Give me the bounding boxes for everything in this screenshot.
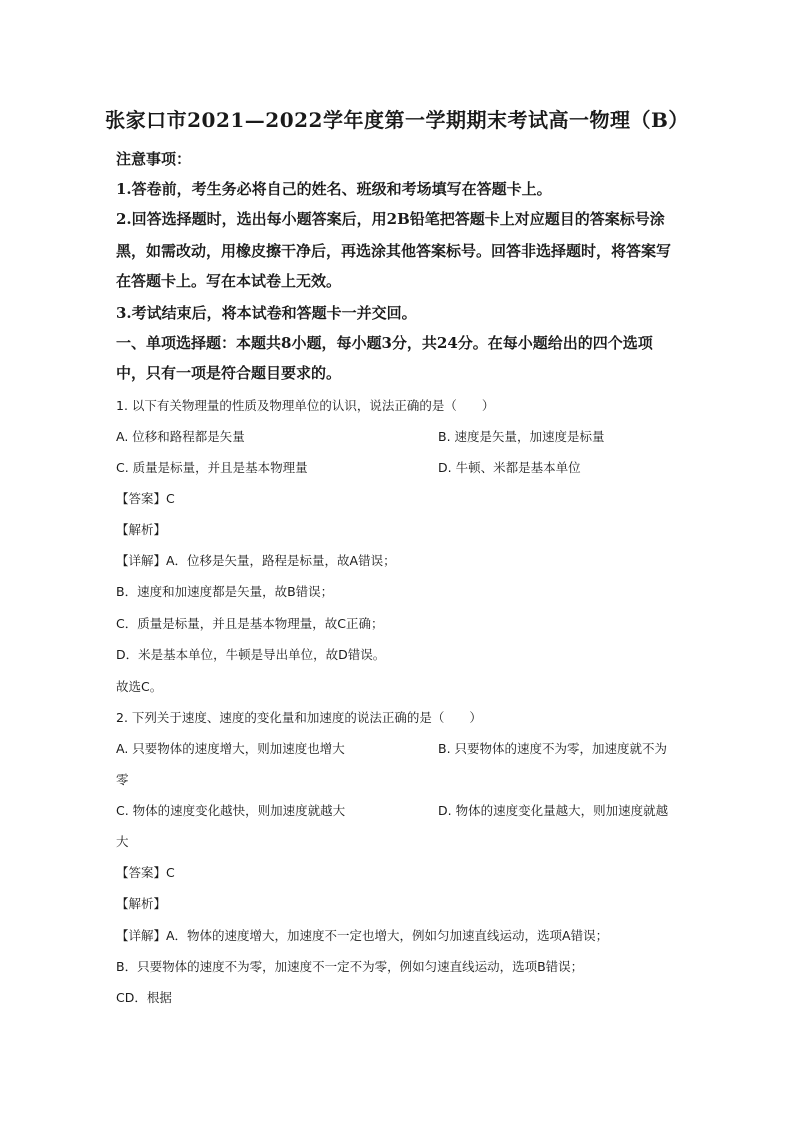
q1-option-d: D. 牛顿、米都是基本单位 xyxy=(438,460,581,475)
q2-option-a: A. 只要物体的速度增大，则加速度也增大 xyxy=(116,741,345,756)
q2-detail-3: CD．根据 xyxy=(116,990,172,1005)
notice-heading: 注意事项： xyxy=(116,150,192,168)
q2-detail-1: 【详解】A．物体的速度增大，加速度不一定也增大，例如匀加速直线运动，选项A错误； xyxy=(116,928,609,943)
q2-option-b-wrap: 零 xyxy=(116,772,129,787)
q2-stem: 2. 下列关于速度、速度的变化量和加速度的说法正确的是（ ） xyxy=(116,710,482,725)
notice-item-2-cont2: 在答题卡上。写在本试卷上无效。 xyxy=(116,272,342,290)
q1-answer: 【答案】C xyxy=(116,491,175,506)
notice-item-2: 2.回答选择题时，选出每小题答案后，用2B铅笔把答题卡上对应题目的答案标号涂 xyxy=(116,210,665,228)
q1-stem: 1. 以下有关物理量的性质及物理单位的认识，说法正确的是（ ） xyxy=(116,398,495,413)
q2-option-b: B. 只要物体的速度不为零，加速度就不为 xyxy=(438,741,668,756)
q2-option-c: C. 物体的速度变化越快，则加速度就越大 xyxy=(116,803,346,818)
q1-detail-3: C．质量是标量，并且是基本物理量，故C正确； xyxy=(116,616,384,631)
notice-item-3: 3.考试结束后，将本试卷和答题卡一并交回。 xyxy=(116,304,417,322)
notice-item-2-cont: 黑，如需改动，用橡皮擦干净后，再选涂其他答案标号。回答非选择题时，将答案写 xyxy=(116,242,672,260)
notice-item-1: 1.答卷前，考生务必将自己的姓名、班级和考场填写在答题卡上。 xyxy=(116,180,552,198)
page-title: 张家口市2021—2022学年度第一学期期末考试高一物理（B） xyxy=(105,108,689,132)
section-heading-cont: 中，只有一项是符合题目要求的。 xyxy=(116,364,342,382)
q1-detail-1: 【详解】A．位移是矢量，路程是标量，故A错误； xyxy=(116,553,396,568)
q1-analysis: 【解析】 xyxy=(116,522,167,537)
q2-option-d-wrap: 大 xyxy=(116,834,129,849)
q1-option-b: B. 速度是矢量，加速度是标量 xyxy=(438,429,605,444)
q1-conclusion: 故选C。 xyxy=(116,679,163,694)
q2-detail-2: B．只要物体的速度不为零，加速度不一定不为零，例如匀速直线运动，选项B错误； xyxy=(116,959,584,974)
q1-option-c: C. 质量是标量，并且是基本物理量 xyxy=(116,460,308,475)
q2-answer: 【答案】C xyxy=(116,865,175,880)
q1-detail-4: D．米是基本单位，牛顿是导出单位，故D错误。 xyxy=(116,647,386,662)
q1-option-a: A. 位移和路程都是矢量 xyxy=(116,429,245,444)
q1-detail-2: B．速度和加速度都是矢量，故B错误； xyxy=(116,584,334,599)
section-heading: 一、单项选择题：本题共8小题，每小题3分，共24分。在每小题给出的四个选项 xyxy=(116,334,653,352)
q2-analysis: 【解析】 xyxy=(116,896,167,911)
q2-option-d: D. 物体的速度变化量越大，则加速度就越 xyxy=(438,803,669,818)
